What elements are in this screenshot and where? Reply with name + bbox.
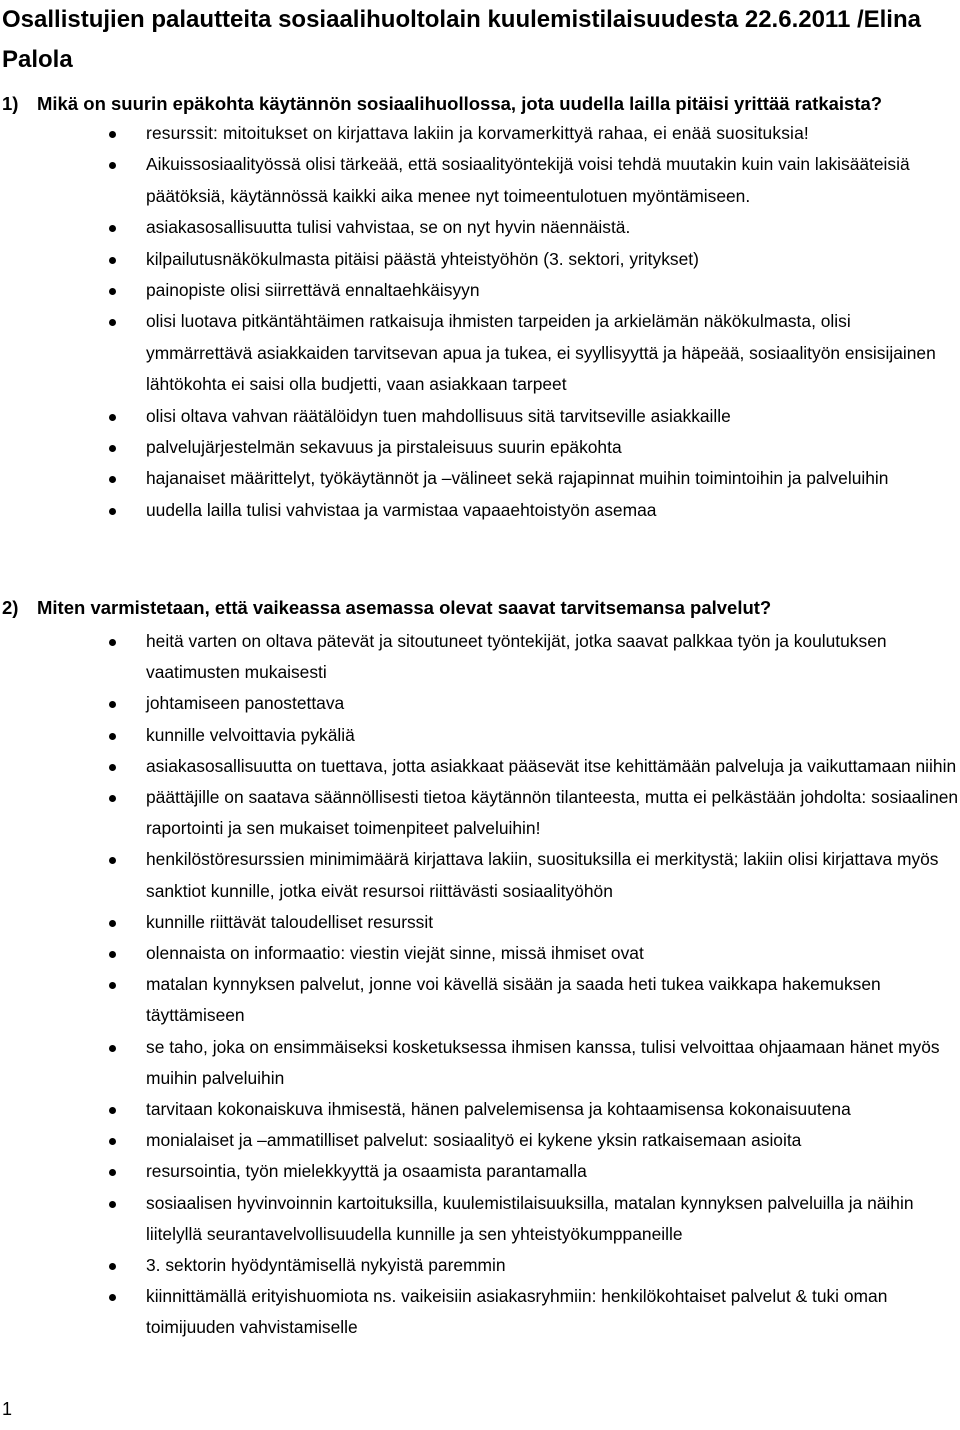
question-1-answers (0, 118, 960, 526)
bullet-icon (109, 1169, 116, 1176)
page-number: 1 (2, 1399, 13, 1419)
list-item-text: Aikuissosiaalityössä olisi tärkeää, että sosiaalityöntekijä voisi tehdä muutakin kuin vain lakisääteisiä päätöksiä, käytännössä kaikki aika menee nyt toimeentulotuen myöntämiseen. (146, 154, 910, 206)
list-item (0, 212, 960, 243)
bullet-icon (109, 1294, 116, 1301)
bullet-icon (109, 982, 116, 989)
list-item-text: tarvitaan kokonaiskuva ihmisestä, hänen palvelemisensa ja kohtaamisensa kokonaisuutena (146, 1099, 851, 1120)
list-item (0, 1125, 960, 1156)
bullet-icon (109, 701, 116, 708)
list-item (0, 688, 960, 719)
bullet-icon (109, 162, 116, 169)
list-item (0, 244, 960, 275)
list-item-text: olisi oltava vahvan räätälöidyn tuen mahdollisuus sitä tarvitseville asiakkaille (146, 405, 731, 426)
list-item (0, 969, 960, 1031)
question-2-number: 2) (2, 597, 19, 618)
list-item-text: sosiaalisen hyvinvoinnin kartoituksilla, kuulemistilaisuuksilla, matalan kynnyksen palveluilla ja näihin liitelyllä seurantavelvollisuudella kunnille ja sen yhteistyökumppaneille (146, 1192, 914, 1244)
question-1 (2, 93, 882, 115)
list-item (0, 401, 960, 432)
question-1-number: 1) (2, 93, 19, 114)
list-item-text: päättäjille on saatava säännöllisesti tietoa käytännön tilanteesta, mutta ei pelkästään johdolta: sosiaalinen raportointi ja sen mukaiset toimenpiteet palveluihin! (146, 787, 959, 839)
list-item-text: kunnille velvoittavia pykäliä (146, 724, 355, 745)
list-item (0, 432, 960, 463)
list-item-text: resurssit: mitoitukset on kirjattava lakiin ja korvamerkittyä rahaa, ei enää suosituksia! (146, 123, 809, 143)
bullet-icon (109, 131, 116, 138)
bullet-icon (109, 476, 116, 483)
question-1-text: Mikä on suurin epäkohta käytännön sosiaalihuollossa, jota uudella lailla pitäisi yrittää ratkaista? (37, 93, 883, 114)
list-item (0, 149, 960, 212)
list-item-text: hajanaiset määrittelyt, työkäytännöt ja –välineet sekä rajapinnat muihin toimintoihin ja palveluihin (146, 468, 889, 489)
list-item-text: 3. sektorin hyödyntämisellä nykyistä paremmin (146, 1255, 506, 1276)
bullet-icon (109, 951, 116, 958)
list-item-text: kiinnittämällä erityishuomiota ns. vaikeisiin asiakasryhmiin: henkilökohtaiset palvelut & tuki oman toimijuuden vahvistamiselle (146, 1286, 888, 1338)
list-item-text: henkilöstöresurssien minimimäärä kirjattava lakiin, suosituksilla ei merkitystä; lakiin olisi kirjattava myös sanktiot kunnille, jotka eivät resursoi riittävästi sosiaalityöhön (146, 849, 939, 901)
bullet-icon (109, 288, 116, 295)
list-item-text: kilpailutusnäkökulmasta pitäisi päästä yhteistyöhön (3. sektori, yritykset) (146, 248, 699, 269)
bullet-icon (109, 319, 116, 326)
document-title: Osallistujien palautteita sosiaalihuoltolain kuulemistilaisuudesta 22.6.2011 /Elina Palola (2, 6, 921, 73)
bullet-icon (109, 1138, 116, 1145)
bullet-icon (109, 257, 116, 264)
list-item (0, 275, 960, 306)
question-2-answers (0, 626, 960, 1344)
bullet-icon (109, 445, 116, 452)
list-item-text: asiakasosallisuutta on tuettava, jotta asiakkaat pääsevät itse kehittämään palveluja ja vaikuttamaan niihin (146, 755, 957, 776)
list-item-text: heitä varten on oltava pätevät ja sitoutuneet työntekijät, jotka saavat palkkaa työn ja koulutuksen vaatimusten mukaisesti (146, 631, 887, 683)
bullet-icon (109, 639, 116, 646)
list-item (0, 938, 960, 969)
list-item (0, 720, 960, 751)
list-item (0, 1250, 960, 1281)
list-item-text: se taho, joka on ensimmäiseksi kosketuksessa ihmisen kanssa, tulisi velvoittaa ohjaamaan hänet myös muihin palveluihin (146, 1036, 940, 1088)
list-item-text: monialaiset ja –ammatilliset palvelut: sosiaalityö ei kykene yksin ratkaisemaan asioita (146, 1130, 802, 1151)
list-item-text: uudella lailla tulisi vahvistaa ja varmistaa vapaaehtoistyön asemaa (146, 499, 657, 520)
list-item (0, 751, 960, 782)
question-2-text: Miten varmistetaan, että vaikeassa asemassa olevat saavat tarvitsemansa palvelut? (37, 597, 772, 618)
list-item (0, 1094, 960, 1125)
bullet-icon (109, 225, 116, 232)
bullet-icon (109, 733, 116, 740)
bullet-icon (109, 508, 116, 515)
list-item-text: painopiste olisi siirrettävä ennaltaehkäisyyn (146, 280, 480, 301)
bullet-icon (109, 1201, 116, 1208)
bullet-icon (109, 795, 116, 802)
list-item-text: resursointia, työn mielekkyyttä ja osaamista parantamalla (146, 1161, 587, 1182)
list-item (0, 1281, 960, 1343)
list-item-text: olisi luotava pitkäntähtäimen ratkaisuja ihmisten tarpeiden ja arkielämän näkökulmasta, olisi ymmärrettävä asiakkaiden tarvitsevan apua ja tukea, ei syyllisyyttä ja häpeää, sosiaalityön ensisijainen lähtökohta ei saisi olla budjetti, vaan asiakkaan tarpeet (146, 311, 936, 395)
bullet-icon (109, 1107, 116, 1114)
list-item (0, 844, 960, 906)
list-item-text: asiakasosallisuutta tulisi vahvistaa, se on nyt hyvin näennäistä. (146, 217, 631, 238)
bullet-icon (109, 1045, 116, 1052)
bullet-icon (109, 764, 116, 771)
list-item (0, 118, 960, 149)
list-item (0, 1032, 960, 1094)
list-item (0, 626, 960, 688)
question-2 (2, 597, 771, 619)
list-item-text: kunnille riittävät taloudelliset resurssit (146, 911, 434, 932)
bullet-icon (109, 920, 116, 927)
list-item (0, 495, 960, 526)
list-item (0, 907, 960, 938)
bullet-icon (109, 857, 116, 864)
bullet-icon (109, 414, 116, 421)
list-item-text: palvelujärjestelmän sekavuus ja pirstaleisuus suurin epäkohta (146, 437, 622, 458)
list-item (0, 782, 960, 844)
list-item-text: johtamiseen panostettava (146, 693, 345, 714)
list-item-text: olennaista on informaatio: viestin viejät sinne, missä ihmiset ovat (146, 943, 644, 964)
list-item (0, 306, 960, 400)
list-item (0, 1156, 960, 1187)
list-item-text: matalan kynnyksen palvelut, jonne voi kävellä sisään ja saada heti tukea vaikkapa hakemuksen täyttämiseen (146, 974, 881, 1026)
bullet-icon (109, 1263, 116, 1270)
list-item (0, 463, 960, 494)
list-item (0, 1188, 960, 1250)
